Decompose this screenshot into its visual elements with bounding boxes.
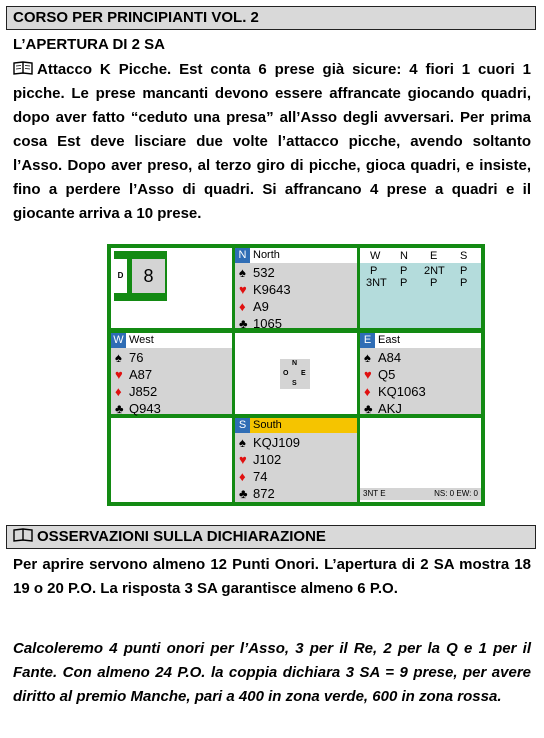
bid-cell: P: [370, 265, 378, 277]
east-header: [360, 333, 481, 348]
board-number: 8: [132, 259, 165, 293]
book-icon: [13, 528, 33, 542]
book-icon: [13, 61, 33, 75]
west-name: West: [129, 334, 154, 346]
diamond-icon: ♦: [364, 384, 371, 399]
bid-cell: 3NT: [366, 277, 387, 289]
south-diamonds: 74: [253, 469, 268, 484]
north-tag: N: [235, 248, 250, 263]
bid-cell: P: [400, 265, 408, 277]
east-name: East: [378, 334, 401, 346]
east-hearts: Q5: [378, 367, 396, 382]
club-icon: ♣: [364, 401, 373, 416]
header-title: CORSO PER PRINCIPIANTI VOL. 2: [13, 9, 259, 26]
south-tag: S: [235, 418, 250, 433]
spade-icon: ♠: [364, 350, 371, 365]
west-tag: W: [111, 333, 126, 348]
east-hand: [360, 333, 481, 414]
north-diamonds: A9: [253, 299, 269, 314]
south-cards: [235, 433, 357, 502]
spade-icon: ♠: [239, 265, 246, 280]
north-cards: [235, 263, 357, 331]
bid-header-s: S: [460, 250, 468, 262]
heart-icon: ♥: [239, 282, 247, 297]
bid-header-e: E: [430, 250, 438, 262]
diamond-icon: ♦: [239, 469, 246, 484]
compass-n: N: [292, 360, 298, 367]
south-hand: [235, 418, 357, 502]
diamond-icon: ♦: [239, 299, 246, 314]
bid-cell: P: [400, 277, 408, 289]
dealer-label: D: [114, 259, 127, 293]
bid-header-w: W: [370, 250, 381, 262]
bidding-sequence: [360, 263, 481, 328]
north-hearts: K9643: [253, 282, 291, 297]
east-diamonds: KQ1063: [378, 384, 426, 399]
blank-cell: [111, 418, 232, 502]
club-icon: ♣: [115, 401, 124, 416]
score-label: NS: 0 EW: 0: [434, 489, 478, 498]
west-spades: 76: [129, 350, 144, 365]
club-icon: ♣: [239, 316, 248, 331]
north-spades: 532: [253, 265, 275, 280]
west-hand: [111, 333, 232, 414]
west-hearts: A87: [129, 367, 153, 382]
bridge-board: [107, 244, 485, 506]
compass-e: E: [301, 370, 306, 377]
heart-icon: ♥: [239, 452, 247, 467]
bidding-header: [360, 250, 481, 263]
east-cards: [360, 348, 481, 414]
west-cards: [111, 348, 232, 414]
west-clubs: Q943: [129, 401, 161, 416]
south-name: South: [253, 419, 282, 431]
north-hand: [235, 248, 357, 331]
spade-icon: ♠: [239, 435, 246, 450]
section-header-course: [6, 6, 536, 30]
header-title: OSSERVAZIONI SULLA DICHIARAZIONE: [37, 528, 326, 545]
section-header-bidding: [6, 525, 536, 549]
lesson-subtitle: L’APERTURA DI 2 SA: [13, 36, 165, 53]
bid-header-n: N: [400, 250, 408, 262]
result-bar: [360, 488, 481, 500]
points-notes: Calcoleremo 4 punti onori per l’Asso, 3 per il Re, 2 per la Q e 1 per il Fante. Con almeno 24 P.O. la coppia dichiara 3 SA = 9 prese, per avere diritto al premio Manche, pari a 400 in zona verde, 600 in zona rossa.: [13, 640, 531, 705]
south-hearts: J102: [253, 452, 282, 467]
south-header: [235, 418, 357, 433]
compass-icon: [280, 359, 310, 389]
west-diamonds: J852: [129, 384, 158, 399]
west-header: [111, 333, 232, 348]
bid-cell: P: [430, 277, 438, 289]
board-info-cell: [111, 248, 232, 328]
club-icon: ♣: [239, 486, 248, 501]
east-tag: E: [360, 333, 375, 348]
north-name: North: [253, 249, 280, 261]
commentary-text: Attacco K Picche. Est conta 6 prese già sicure: 4 fiori 1 cuori 1 picche. Le prese mancanti devono essere affrancate giocando quadri, dopo aver fatto “ceduto una presa” all’Asso degli avversari. Per prima cosa Est deve lisciare due volte l’attacco picche, avendo soltanto l’Asso. Dopo aver preso, al terzo giro di picche, gioca quadri, e insiste, fino a perdere l’Asso di quadri. Si affrancano 4 prese a quadri e il giocante arriva a 10 prese.: [13, 61, 531, 222]
heart-icon: ♥: [364, 367, 372, 382]
north-header: [235, 248, 357, 263]
east-clubs: AKJ: [378, 401, 402, 416]
bidding-box: [360, 248, 481, 328]
north-clubs: 1065: [253, 316, 282, 331]
spade-icon: ♠: [115, 350, 122, 365]
heart-icon: ♥: [115, 367, 123, 382]
diamond-icon: ♦: [115, 384, 122, 399]
compass-o: O: [283, 370, 289, 377]
bidding-notes: Per aprire servono almeno 12 Punti Onori. L’apertura di 2 SA mostra 18 19 o 20 P.O. La risposta 3 SA garantisce almeno 6 P.O.: [13, 556, 531, 597]
table-center: [235, 333, 357, 414]
bid-cell: P: [460, 265, 468, 277]
east-spades: A84: [378, 350, 402, 365]
south-clubs: 872: [253, 486, 275, 501]
result-cell: [360, 418, 481, 502]
compass-s: S: [292, 380, 297, 387]
bid-cell: 2NT: [424, 265, 445, 277]
south-spades: KQJ109: [253, 435, 300, 450]
commentary-paragraph: [13, 58, 531, 226]
bid-cell: P: [460, 277, 468, 289]
contract-label: 3NT E: [363, 489, 386, 498]
